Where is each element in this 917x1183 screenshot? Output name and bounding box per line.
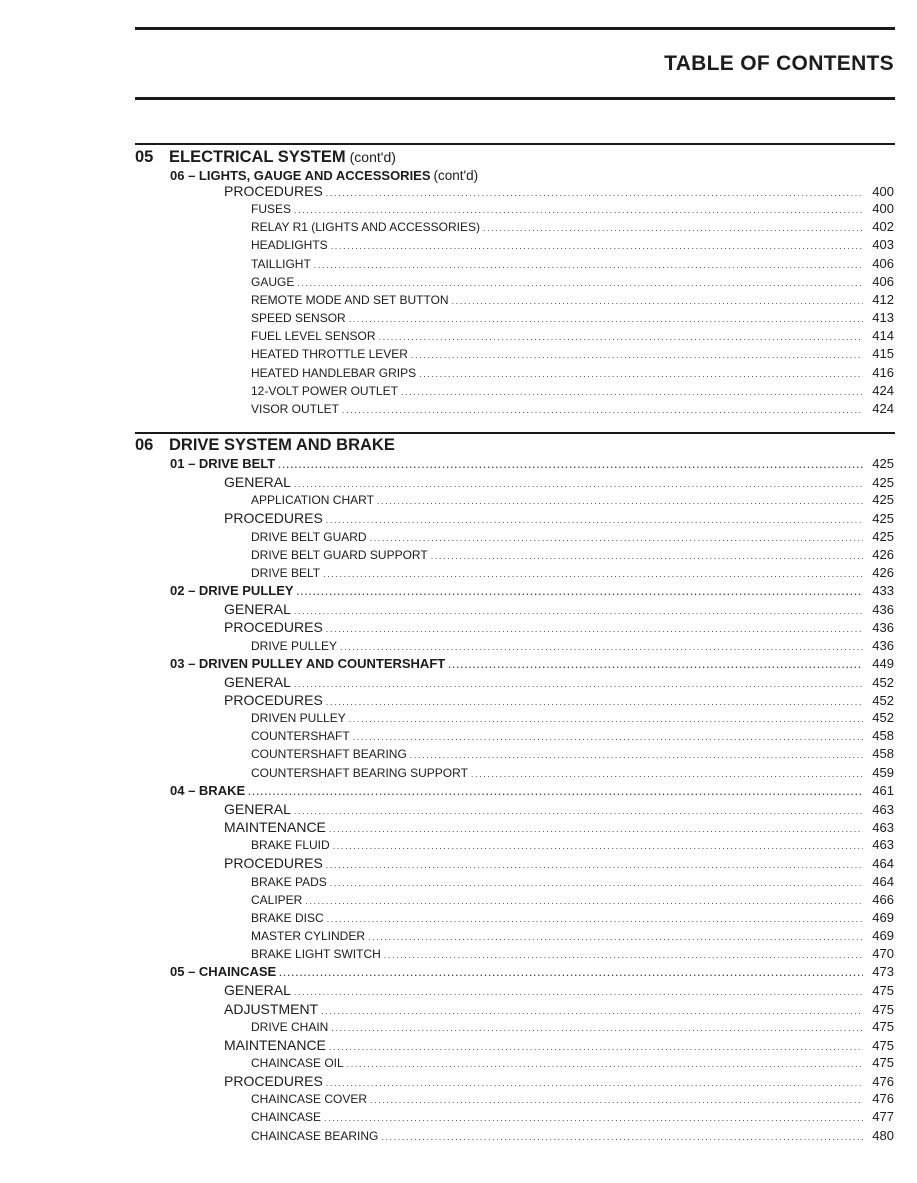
section-number: 05 <box>135 148 154 166</box>
toc-topic-entry[interactable] <box>251 1090 894 1108</box>
toc-entry-label: 05 – CHAINCASE <box>170 964 277 980</box>
toc-page-number: 476 <box>872 1074 894 1090</box>
toc-page-number: 452 <box>872 710 894 726</box>
dot-leader <box>297 274 863 292</box>
toc-group-entry[interactable] <box>224 981 894 999</box>
toc-entry-label: SPEED SENSOR <box>251 311 346 325</box>
toc-entry-label: DRIVE CHAIN <box>251 1019 329 1034</box>
toc-entry-label: ADJUSTMENT <box>224 1000 319 1017</box>
toc-page-number: 436 <box>872 602 894 618</box>
toc-entry-label: GENERAL <box>224 800 291 817</box>
toc-topic-entry[interactable] <box>251 273 894 291</box>
header-bottom-rule <box>135 97 895 100</box>
toc-entry-label: COUNTERSHAFT <box>251 729 350 744</box>
dot-leader <box>342 401 863 419</box>
toc-topic-entry[interactable] <box>251 1054 894 1072</box>
toc-group-entry[interactable] <box>224 691 894 709</box>
toc-page-number: 464 <box>872 856 894 872</box>
dot-leader <box>279 964 863 982</box>
toc-entry-label: GAUGE <box>251 274 295 289</box>
toc-page-number: 403 <box>872 237 894 253</box>
toc-chapter-entry[interactable] <box>170 455 894 473</box>
toc-entry-label: CALIPER <box>251 892 303 907</box>
toc-topic-entry[interactable] <box>251 364 894 382</box>
toc-page-number: 426 <box>872 564 894 580</box>
toc-group-entry[interactable] <box>224 1072 894 1090</box>
toc-topic-entry[interactable] <box>251 236 894 254</box>
dot-leader <box>381 1128 863 1146</box>
toc-page-number: 452 <box>872 674 894 690</box>
toc-topic-entry[interactable] <box>251 345 894 363</box>
dot-leader <box>349 310 863 328</box>
toc-entry-label: 02 – DRIVE PULLEY <box>170 583 294 598</box>
toc-page-number: 425 <box>872 511 894 527</box>
toc-entry-label: PROCEDURES <box>224 510 323 527</box>
toc-topic-entry[interactable] <box>251 637 894 655</box>
dot-leader <box>419 365 863 383</box>
toc-chapter-entry[interactable] <box>170 782 894 800</box>
toc-page-number: 436 <box>872 637 894 653</box>
toc-topic-entry[interactable] <box>251 927 894 945</box>
toc-entry-label: GENERAL <box>224 982 291 999</box>
toc-chapter-entry[interactable] <box>170 655 894 673</box>
dot-leader <box>401 383 863 401</box>
dot-leader <box>297 583 863 601</box>
toc-page-number: 475 <box>872 983 894 999</box>
toc-entry-label: 01 – DRIVE BELT <box>170 456 276 471</box>
toc-group-entry[interactable] <box>224 673 894 691</box>
chapter-contd: (cont'd) <box>433 168 479 183</box>
toc-chapter-entry[interactable] <box>170 582 894 600</box>
dot-leader <box>331 1019 863 1037</box>
toc-group-entry[interactable] <box>224 473 894 491</box>
toc-group-entry[interactable] <box>224 1036 894 1054</box>
toc-topic-entry[interactable] <box>251 255 894 273</box>
toc-page-number: 475 <box>872 1037 894 1053</box>
toc-entry-label: PROCEDURES <box>224 692 323 708</box>
toc-page-number: 480 <box>872 1127 894 1143</box>
section-rule <box>135 143 895 145</box>
section-number: 06 <box>135 436 154 454</box>
toc-entry-label: DRIVE BELT GUARD SUPPORT <box>251 547 428 562</box>
toc-entry-label: CHAINCASE COVER <box>251 1092 368 1107</box>
toc-topic-entry[interactable] <box>251 891 894 909</box>
toc-page-number: 424 <box>872 382 894 398</box>
toc-group-entry[interactable] <box>224 854 894 872</box>
toc-entry-label: DRIVE PULLEY <box>251 638 338 653</box>
toc-entry-label: BRAKE LIGHT SWITCH <box>251 947 381 961</box>
toc-page-number: 424 <box>872 400 894 416</box>
toc-topic-entry[interactable] <box>251 291 894 309</box>
toc-page-number: 406 <box>872 273 894 289</box>
toc-topic-entry[interactable] <box>251 1108 894 1126</box>
toc-topic-entry[interactable] <box>251 836 894 854</box>
page-title: TABLE OF CONTENTS <box>664 52 894 75</box>
dot-leader <box>314 256 863 274</box>
toc-page-number: 463 <box>872 837 894 853</box>
dot-leader <box>370 529 863 547</box>
toc-entry-label: FUSES <box>251 202 292 217</box>
toc-page-number: 476 <box>872 1091 894 1107</box>
toc-page-number: 425 <box>872 528 894 544</box>
toc-entry-label: HEATED THROTTLE LEVER <box>251 347 408 362</box>
toc-page-number: 413 <box>872 310 894 325</box>
dot-leader <box>377 492 863 510</box>
dot-leader <box>384 946 863 964</box>
toc-topic-entry[interactable] <box>251 528 894 546</box>
toc-group-entry[interactable] <box>224 618 894 636</box>
toc-page-number: 436 <box>872 620 894 636</box>
dot-leader <box>411 346 863 364</box>
toc-page-number: 473 <box>872 964 894 980</box>
dot-leader <box>379 328 864 346</box>
section-heading <box>135 147 396 167</box>
toc-topic-entry[interactable] <box>251 1127 894 1145</box>
toc-page-number: 416 <box>872 364 894 380</box>
dot-leader <box>327 910 863 928</box>
toc-topic-entry[interactable] <box>251 1018 894 1036</box>
section-rule <box>135 432 895 434</box>
toc-page-number: 463 <box>872 820 894 835</box>
dot-leader <box>340 638 863 656</box>
toc-group-entry[interactable] <box>224 818 894 836</box>
toc-page-number: 415 <box>872 346 894 362</box>
toc-topic-entry[interactable] <box>251 400 894 418</box>
toc-topic-entry[interactable] <box>251 745 894 763</box>
toc-topic-entry[interactable] <box>251 218 894 236</box>
toc-group-entry[interactable] <box>224 1000 894 1018</box>
toc-page-number: 412 <box>872 291 894 307</box>
toc-entry-label: MAINTENANCE <box>224 819 326 835</box>
dot-leader <box>324 1109 863 1127</box>
dot-leader <box>349 710 863 728</box>
toc-topic-entry[interactable] <box>251 491 894 509</box>
dot-leader <box>370 1091 863 1109</box>
dot-leader <box>448 656 863 674</box>
toc-entry-label: REMOTE MODE AND SET BUTTON <box>251 292 449 307</box>
toc-topic-entry[interactable] <box>251 327 894 345</box>
dot-leader <box>305 892 863 910</box>
toc-topic-entry[interactable] <box>251 382 894 400</box>
toc-entry-label: MASTER CYLINDER <box>251 928 366 943</box>
section-heading <box>135 435 395 455</box>
toc-page-number: 458 <box>872 746 894 762</box>
toc-page-number: 433 <box>872 583 894 598</box>
toc-page-number: 425 <box>872 475 894 491</box>
toc-entry-label: 03 – DRIVEN PULLEY AND COUNTERSHAFT <box>170 655 446 671</box>
toc-chapter-entry[interactable] <box>170 963 894 981</box>
toc-page-number: 477 <box>872 1109 894 1125</box>
toc-entry-label: DRIVEN PULLEY <box>251 711 346 726</box>
toc-entry-label: CHAINCASE <box>251 1110 322 1125</box>
dot-leader <box>278 456 863 474</box>
toc-entry-label: GENERAL <box>224 474 291 491</box>
toc-topic-entry[interactable] <box>251 764 894 782</box>
dot-leader <box>353 728 863 746</box>
toc-page-number: 470 <box>872 946 894 961</box>
toc-page-number: 400 <box>872 201 894 217</box>
toc-page-number: 402 <box>872 219 894 235</box>
dot-leader <box>431 547 863 565</box>
toc-entry-label: 12-VOLT POWER OUTLET <box>251 383 398 398</box>
toc-entry-label: DRIVE BELT GUARD <box>251 529 367 544</box>
toc-topic-entry[interactable] <box>251 873 894 891</box>
toc-page-number: 406 <box>872 255 894 271</box>
toc-entry-label: COUNTERSHAFT BEARING <box>251 747 407 762</box>
toc-page-number: 475 <box>872 1001 894 1017</box>
dot-leader <box>410 746 863 764</box>
dot-leader <box>471 765 863 783</box>
dot-leader <box>248 783 863 801</box>
toc-entry-label: VISOR OUTLET <box>251 401 340 416</box>
header-top-rule <box>135 27 895 30</box>
toc-entry-label: FUEL LEVEL SENSOR <box>251 329 376 344</box>
toc-topic-entry[interactable] <box>251 945 894 963</box>
section-title: ELECTRICAL SYSTEM <box>169 148 346 166</box>
toc-page-number: 452 <box>872 693 894 708</box>
toc-topic-entry[interactable] <box>251 546 894 564</box>
toc-entry-label: PROCEDURES <box>224 1073 323 1090</box>
dot-leader <box>452 292 863 310</box>
toc-entry-label: PROCEDURES <box>224 183 323 199</box>
toc-page-number: 475 <box>872 1054 894 1070</box>
toc-group-entry[interactable] <box>224 182 894 200</box>
toc-entry-label: PROCEDURES <box>224 619 323 636</box>
toc-page-number: 469 <box>872 927 894 943</box>
toc-page-number: 414 <box>872 328 894 344</box>
toc-topic-entry[interactable] <box>251 309 894 327</box>
toc-entry-label: APPLICATION CHART <box>251 493 374 508</box>
toc-group-entry[interactable] <box>224 509 894 527</box>
toc-entry-label: BRAKE FLUID <box>251 838 330 853</box>
toc-group-entry[interactable] <box>224 800 894 818</box>
toc-entry-label: GENERAL <box>224 673 291 690</box>
toc-page-number: 463 <box>872 801 894 817</box>
toc-page-number: 464 <box>872 873 894 889</box>
toc-page-number: 425 <box>872 492 894 508</box>
toc-topic-entry[interactable] <box>251 727 894 745</box>
toc-page-number: 461 <box>872 782 894 798</box>
dot-leader <box>483 219 863 237</box>
dot-leader <box>347 1055 863 1073</box>
toc-entry-label: BRAKE PADS <box>251 874 327 889</box>
dot-leader <box>333 837 863 855</box>
toc-entry-label: HEATED HANDLEBAR GRIPS <box>251 365 417 380</box>
toc-page-number: 458 <box>872 728 894 744</box>
toc-entry-label: CHAINCASE BEARING <box>251 1128 379 1143</box>
dot-leader <box>330 874 863 892</box>
toc-topic-entry[interactable] <box>251 564 894 582</box>
toc-group-entry[interactable] <box>224 600 894 618</box>
toc-page-number: 426 <box>872 546 894 562</box>
toc-topic-entry[interactable] <box>251 200 894 218</box>
toc-entry-label: CHAINCASE OIL <box>251 1055 344 1070</box>
toc-entry-label: 04 – BRAKE <box>170 782 246 798</box>
toc-page-number: 459 <box>872 764 894 780</box>
dot-leader <box>294 201 863 219</box>
toc-entry-label: TAILLIGHT <box>251 256 311 271</box>
dot-leader <box>323 565 863 583</box>
toc-entry-label: BRAKE DISC <box>251 910 324 925</box>
toc-page-number: 425 <box>872 456 894 471</box>
toc-entry-label: MAINTENANCE <box>224 1036 326 1053</box>
toc-entry-label: COUNTERSHAFT BEARING SUPPORT <box>251 765 468 780</box>
toc-entry-label: PROCEDURES <box>224 855 323 872</box>
chapter-title: 06 – LIGHTS, GAUGE AND ACCESSORIES <box>170 168 431 183</box>
toc-entry-label: RELAY R1 (LIGHTS AND ACCESSORIES) <box>251 220 480 235</box>
toc-entry-label: HEADLIGHTS <box>251 238 328 253</box>
toc-entry-label: DRIVE BELT <box>251 565 321 580</box>
section-contd: (cont'd) <box>349 149 396 165</box>
toc-page-number: 449 <box>872 655 894 671</box>
toc-page-number: 469 <box>872 909 894 925</box>
dot-leader <box>331 237 863 255</box>
toc-page-number: 400 <box>872 184 894 199</box>
toc-page-number: 475 <box>872 1018 894 1034</box>
toc-entry-label: GENERAL <box>224 601 291 618</box>
toc-topic-entry[interactable] <box>251 709 894 727</box>
toc-page-number: 466 <box>872 891 894 907</box>
dot-leader <box>368 928 863 946</box>
toc-topic-entry[interactable] <box>251 909 894 927</box>
section-title: DRIVE SYSTEM AND BRAKE <box>169 436 395 454</box>
